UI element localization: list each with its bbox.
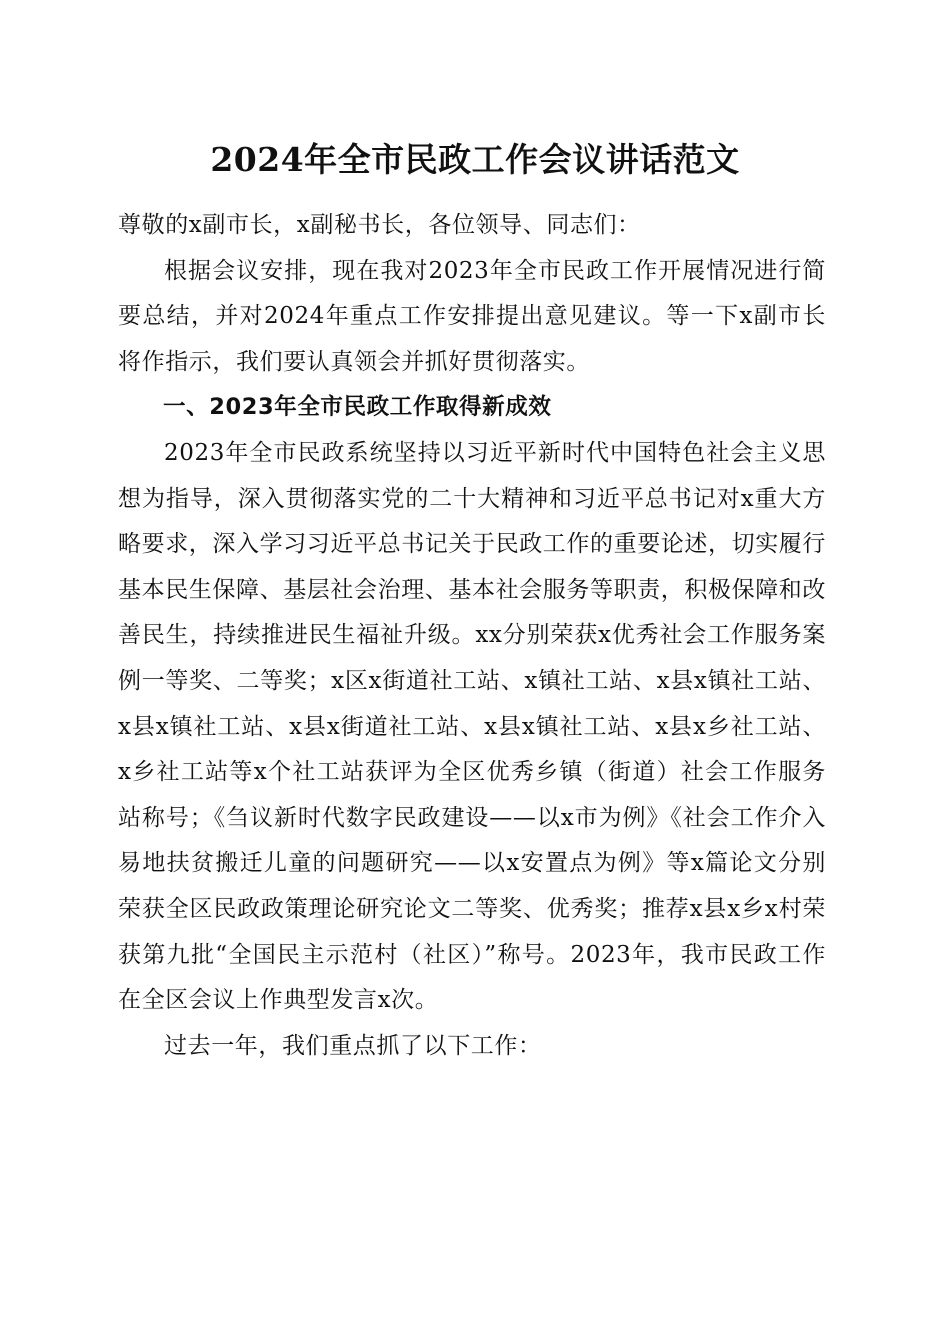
- section-heading-1: 一、2023年全市民政工作取得新成效: [163, 394, 552, 421]
- document-title: 2024年全市民政工作会议讲话范文: [210, 140, 740, 179]
- section1-paragraph-1: 2023年全市民政系统坚持以习近平新时代中国特色社会主义思想为指导，深入贯彻落实党的二十大精神和习近平总书记对x重大方略要求，深入学习习近平总书记关于民政工作的重要论述，切实履行基本民生保障、基层社会治理、基本社会服务等职责，积极保障和改善民生，持续推进民生福祉升级。xx分别荣获x优秀社会工作服务案例一等奖、二等奖；x区x街道社工站、x镇社工站、x县x镇社工站、x县x镇社工站、x县x街道社工站、x县x镇社工站、x县x乡社工站、x乡社工站等x个社工站获评为全区优秀乡镇（街道）社会工作服务站称号；《刍议新时代数字民政建设——以x市为例》《社会工作介入易地扶贫搬迁儿童的问题研究——以x安置点为例》等x篇论文分别荣获全区民政政策理论研究论文二等奖、优秀奖；推荐x县x乡x村荣获第九批“全国民主示范村（社区）”称号。2023年，我市民政工作在全区会议上作典型发言x次。: [118, 439, 826, 1014]
- document-body: [118, 203, 826, 1069]
- section1-paragraph-2: 过去一年，我们重点抓了以下工作：: [164, 1032, 542, 1059]
- salutation: 尊敬的x副市长，x副秘书长，各位领导、同志们：: [118, 212, 641, 238]
- intro-paragraph: 根据会议安排，现在我对2023年全市民政工作开展情况进行简要总结，并对2024年重点工作安排提出意见建议。等一下x副市长将作指示，我们要认真领会并抓好贯彻落实。: [118, 257, 826, 375]
